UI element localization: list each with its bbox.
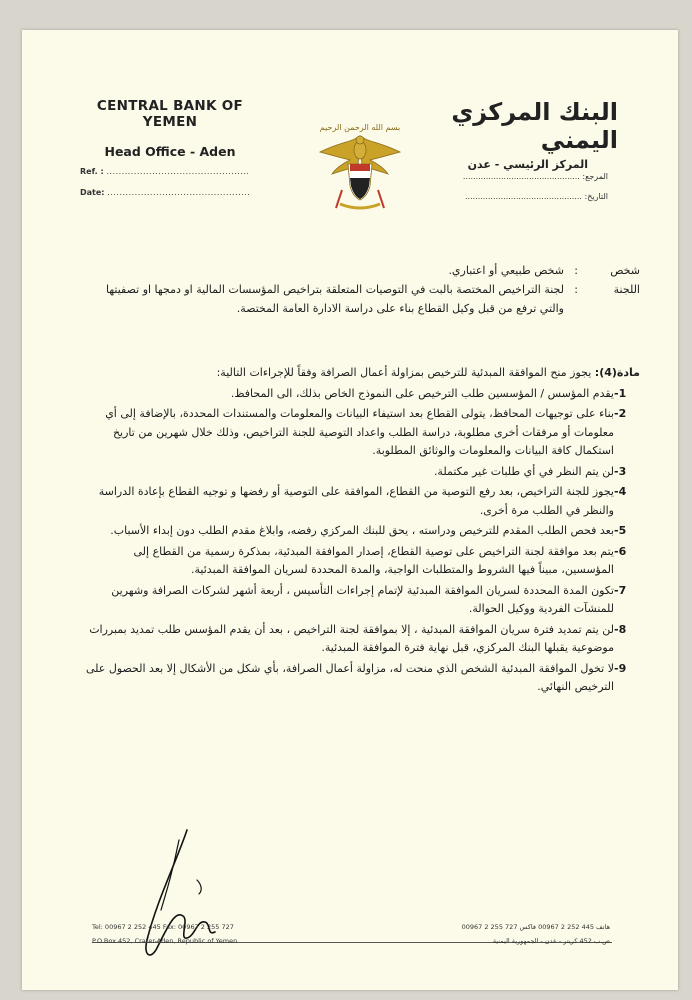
arabic-date-label: التاريخ: [584, 192, 608, 201]
article-heading [80, 364, 640, 383]
article-item [80, 543, 640, 580]
item-number: -7 [614, 583, 627, 597]
footer-arabic-contact: هاتف 445 252 2 00967 فاكس 727 255 2 00967 [461, 923, 610, 931]
english-office-name: Head Office - Aden [104, 144, 236, 159]
article-item [80, 405, 640, 461]
item-text: لن يتم تمديد فترة سريان الموافقة المبدئية ، إلا بموافقة لجنة التراخيص ، بعد أن يقدم المؤسس طلب تمديد بمبررات موضوعية يقبلها البنك المركزي، قبل نهاية فترة الموافقة المبدئية. [89, 622, 614, 654]
ref-label: Ref. : [80, 167, 104, 176]
definition-text: لجنة التراخيص المختصة بالبت في التوصيات المتعلقة بتراخيص المؤسسات المالية او دمجها او تصفيتها والتي ترفع من قبل وكيل القطاع بناء على دراسة الادارة العامة المختصة. [105, 283, 564, 315]
letter-page [22, 30, 678, 990]
basmala-text: بسم الله الرحمن الرحيم [319, 123, 401, 132]
item-number: -8 [614, 622, 627, 636]
date-label: Date: [80, 188, 105, 197]
article-item [80, 463, 640, 482]
arabic-ref-label: المرجع: [582, 172, 608, 181]
ref-field: Ref. : ............................................... [80, 167, 250, 176]
item-text: يتم بعد موافقة لجنة التراخيص على توصية القطاع، إصدار الموافقة المبدئية، بمذكرة رسمية من القطاع إلى المؤسسين، مبيناً فيها الشروط والمتطلبات الواجبة، والمدة المحددة لسريان الموافقة المبدئية. [133, 544, 614, 576]
arabic-bank-name: البنك المركزي اليمني [451, 98, 618, 154]
item-number: -9 [614, 661, 627, 675]
definitions-section [80, 261, 640, 318]
article-item [80, 522, 640, 541]
handwritten-signature-icon [117, 820, 257, 970]
item-text: لا تخول الموافقة المبدئية الشخص الذي منحت له، مزاولة أعمال الصرافة، بأي شكل من الأشكال إلا بعد الحصول على الترخيص النهائي. [85, 661, 614, 693]
item-number: -3 [614, 464, 627, 478]
footer-english-address: P.O.Box 452, Crater-Aden, Republic of Yemen [92, 937, 238, 945]
item-number: -1 [614, 386, 627, 400]
article-item [80, 483, 640, 520]
article-4 [80, 364, 640, 697]
item-number: -5 [614, 524, 627, 537]
article-item [80, 621, 640, 658]
article-item [80, 582, 640, 619]
item-number: -4 [614, 485, 627, 498]
article-intro: يجوز منح الموافقة المبدئية للترخيص بمزاولة أعمال الصرافة وفقاً للإجراءات التالية: [216, 366, 592, 379]
yemen-emblem-icon [312, 120, 408, 220]
item-text: بعد فحص الطلب المقدم للترخيص ودراسته ، يحق للبنك المركزي رفضه، وابلاغ مقدم الطلب دون إبداء الأسباب. [110, 524, 614, 537]
arabic-ref-field: المرجع: .............................................. [462, 172, 608, 181]
arabic-date-field: التاريخ: .............................................. [465, 192, 608, 201]
item-number: -6 [614, 544, 627, 558]
arabic-letterhead [428, 98, 618, 171]
item-text: تكون المدة المحددة لسريان الموافقة المبدئية لإتمام إجراءات التأسيس ، أربعة أشهر لشركات الصرافة وشهرين للمنشآت الفردية ووكيل الحوالة. [111, 583, 614, 615]
article-item [80, 385, 640, 404]
article-label: مادة(4): [594, 366, 640, 379]
item-text: بناء على توجيهات المحافظ، يتولى القطاع بعد استيفاء البيانات والمعلومات والمستندات المحددة، بالإضافة إلى أي معلومات أو مرفقات أخرى مطلوبة، دراسة الطلب واعداد التوصية للجنة التراخيص، وذلك خلال شهرين من تاريخ استكمال كافة البيانات والمعلومات والوثائق المطلوبة. [105, 407, 614, 457]
article-item [80, 660, 640, 697]
date-field: Date: ............................................... [80, 188, 251, 197]
definition-row: اللجنة : لجنة التراخيص المختصة بالبت في التوصيات المتعلقة بتراخيص المؤسسات المالية او دمجها او تصفيتها والتي ترفع من قبل وكيل القطاع بناء على دراسة الادارة العامة المختصة. [80, 280, 640, 318]
item-text: لن يتم النظر في أي طلبات غير مكتملة. [433, 464, 614, 478]
english-letterhead [70, 98, 270, 159]
arabic-office-name: المركز الرئيسي - عدن [467, 158, 588, 171]
item-number: -2 [614, 407, 627, 420]
definition-row: شخص : شخص طبيعي أو اعتباري. [80, 261, 640, 280]
definition-term: اللجنة [613, 283, 640, 296]
english-bank-name: CENTRAL BANK OF YEMEN [96, 98, 244, 130]
definition-text: شخص طبيعي أو اعتباري. [448, 264, 564, 277]
item-text: يجوز للجنة التراخيص، بعد رفع التوصية من القطاع، الموافقة على التوصية أو رفضها و توجيه القطاع بإعادة الدراسة والنظر في الطلب مرة أخرى. [98, 485, 614, 517]
footer-english-contact: Tel: 00967 2 252 445 Fax: 00967 2 255 727 [92, 923, 234, 931]
footer-arabic-address: ص.ب 452 كريتر - عدن - الجمهورية اليمنية [492, 937, 610, 945]
item-text: يقدم المؤسس / المؤسسين طلب الترخيص على النموذج الخاص بذلك، الى المحافظ. [230, 386, 614, 400]
definition-term: شخص [610, 264, 640, 277]
